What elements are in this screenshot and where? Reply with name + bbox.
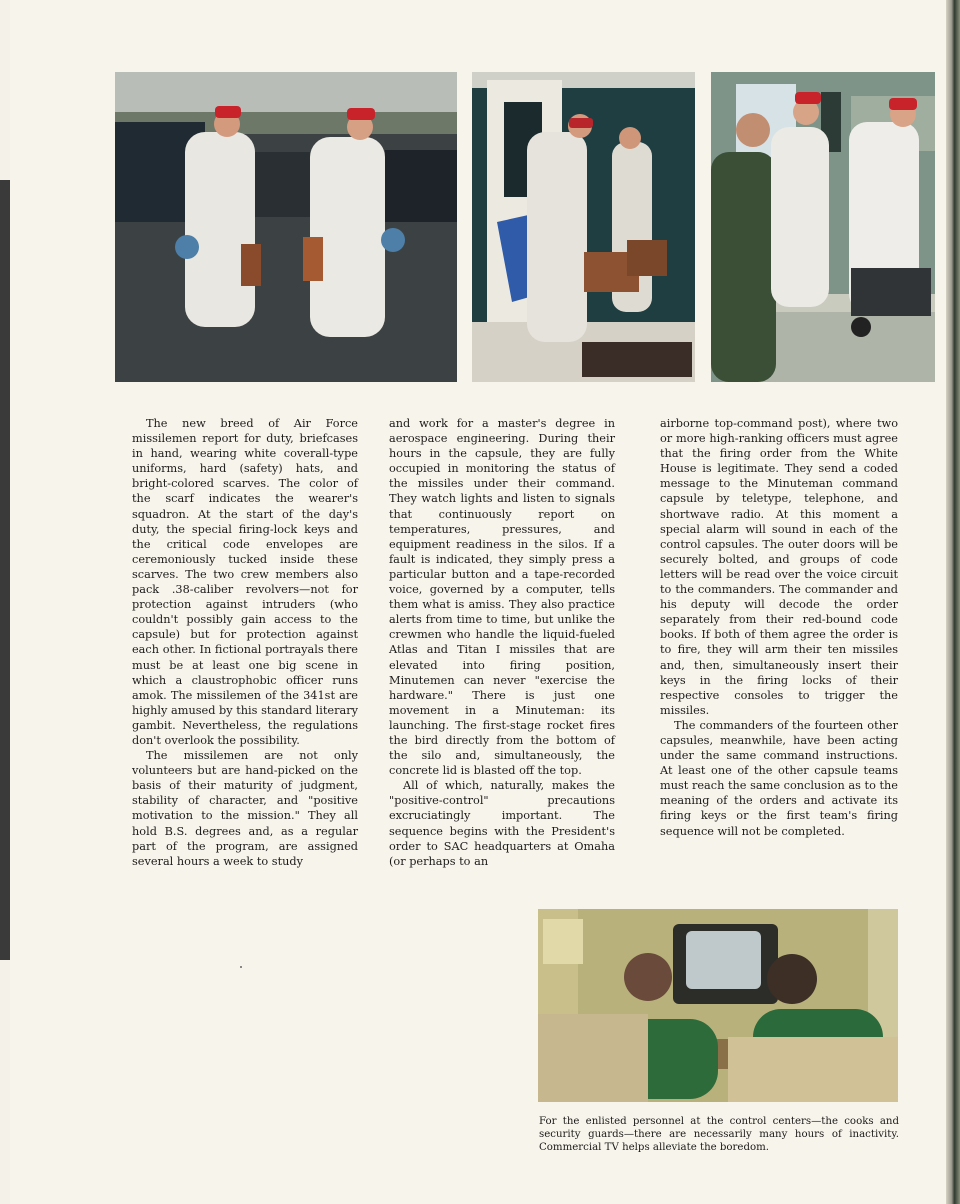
paragraph: airborne top-command post), where two or more high-ranking officers must agree that the firing order from the White House is legitimate. They send a coded message to the Minuteman command capsule by teletype, telephone, and shortwave radio. At this moment a special alarm will sound in each of the control capsules. The outer doors will be securely bolted, and groups of code letters will be read over the voice circuit to the commanders. The commander and his deputy will decode the order separately from their red-bound code books. If both of them agree the order is to fire, they will arm their ten missiles and, then, simultaneously insert their keys in the firing locks of their respective consoles to trigger the missiles.: [660, 417, 898, 717]
paragraph: All of which, naturally, makes the "positive-control" precautions excruciatingly important. The sequence begins with the President's order to SAC headquarters at Omaha (or perhaps to an: [389, 779, 615, 868]
print-speck: [240, 966, 242, 968]
paragraph: The new breed of Air Force missilemen report for duty, briefcases in hand, wearing white coverall-type uniforms, hard (safety) hats, and bright-colored scarves. The color of the scarf indicates the wearer's squadron. At the start of the day's duty, the special firing-lock keys and the critical code envelopes are ceremoniously tucked inside these scarves. The two crew members also pack .38-caliber revolvers—not for protection against intruders (who couldn't possibly gain access to the capsule) but for protection against each other. In fictional portrayals there must be at least one big scene in which a claustrophobic officer runs amok. The missilemen of the 341st are highly amused by this standard literary gambit. Nevertheless, the regulations don't overlook the possibility.: [132, 417, 358, 747]
paragraph: The commanders of the fourteen other capsules, meanwhile, have been acting under the same command instructions. At least one of the other capsule teams must reach the same conclusion as to the meaning of the orders and activate its firing keys or the first team's firing sequence will not be completed.: [660, 718, 898, 838]
photo-tv-room: [538, 909, 898, 1102]
photo-crew-entering: [472, 72, 695, 382]
article-column-1: [132, 416, 358, 869]
photo-crew-walking: [115, 72, 457, 382]
paragraph: The missilemen are not only volunteers but are hand-picked on the basis of their maturity of judgment, stability of character, and "positive motivation to the mission." They all hold B.S. degrees and, as a regular part of the program, are assigned several hours a week to study: [132, 749, 358, 868]
paragraph: and work for a master's degree in aerospace engineering. During their hours in the capsule, they are fully occupied in monitoring the status of the missiles under their command. They watch lights and listen to signals that continuously report on temperatures, pressures, and equipment readiness in the silos. If a fault is indicated, they simply press a particular button and a tape-recorded voice, governed by a computer, tells them what is amiss. They also practice alerts from time to time, but unlike the crewmen who handle the liquid-fueled Atlas and Titan I missiles that are elevated into firing position, Minutemen can never "exercise the hardware." There is just one movement in a Minuteman: its launching. The first-stage rocket fires the bird directly from the bottom of the silo and, simultaneously, the concrete lid is blasted off the top.: [389, 417, 615, 778]
page-spine-shadow: [0, 180, 10, 960]
photo-officer-briefing: [711, 72, 935, 382]
article-column-2: [389, 416, 615, 869]
photo-caption: For the enlisted personnel at the control centers—the cooks and security guards—there are necessarily many hours of inactivity. Commercial TV helps alleviate the boredom.: [539, 1116, 899, 1154]
article-column-3: [660, 416, 898, 839]
page-edge: [946, 0, 960, 1204]
